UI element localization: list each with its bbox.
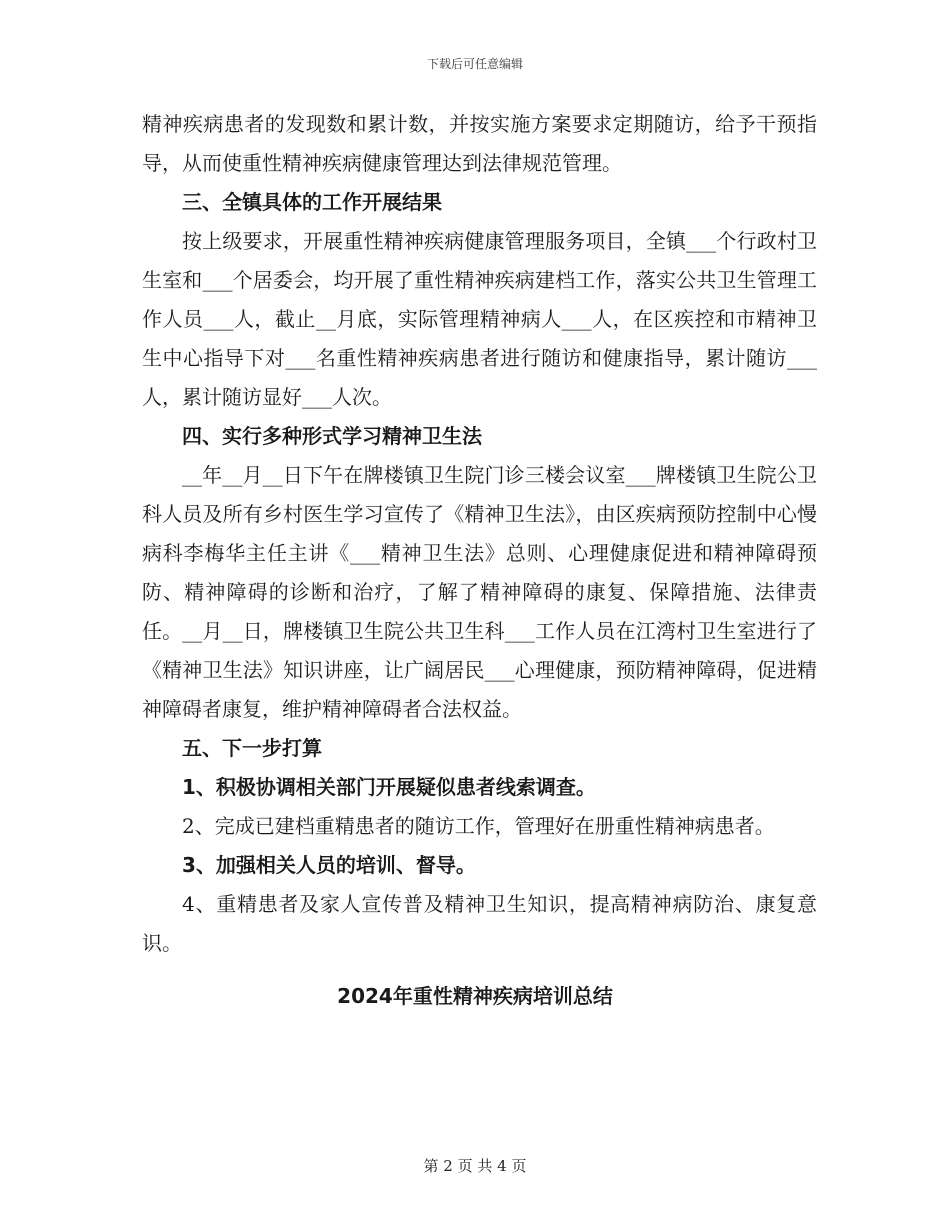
section-heading-3: 三、全镇具体的工作开展结果 [182, 190, 442, 214]
plan-item-4: 4、重精患者及家人宣传普及精神卫生知识，提高精神病防治、康复意识。 [142, 892, 817, 955]
plan-item-1: 1、积极协调相关部门开展疑似患者线索调查。 [182, 775, 596, 799]
plan-item-2: 2、完成已建档重精患者的随访工作，管理好在册重性精神病患者。 [182, 814, 775, 838]
document-title: 2024年重性精神疾病培训总结 [337, 984, 613, 1008]
section-heading-5: 五、下一步打算 [182, 736, 322, 760]
paragraph-work-results: 按上级要求，开展重性精神疾病健康管理服务项目，全镇___个行政村卫生室和___个居委会，均开展了重性精神疾病建档工作，落实公共卫生管理工作人员___人，截止__月底，实际管理精神病人___人，在区疾控和市精神卫生中心指导下对___名重性精神疾病患者进行随访和健康指导，累计随访___人，累计随访显好___人次。 [142, 229, 817, 409]
header-note: 下载后可任意编辑 [426, 57, 523, 71]
document-body [142, 105, 817, 963]
section-heading-4: 四、实行多种形式学习精神卫生法 [182, 424, 482, 448]
paragraph-study-law: __年__月__日下午在牌楼镇卫生院门诊三楼会议室___牌楼镇卫生院公卫科人员及所有乡村医生学习宣传了《精神卫生法》，由区疾病预防控制中心慢病科李梅华主任主讲《___精神卫生法》总则、心理健康促进和精神障碍预防、精神障碍的诊断和治疗，了解了精神障碍的康复、保障措施、法律责任。__月__日，牌楼镇卫生院公共卫生科___工作人员在江湾村卫生室进行了《精神卫生法》知识讲座，让广阔居民___心理健康，预防精神障碍，促进精神障碍者康复，维护精神障碍者合法权益。 [142, 463, 817, 721]
paragraph-continuation: 精神疾病患者的发现数和累计数，并按实施方案要求定期随访，给予干预指导，从而使重性精神疾病健康管理达到法律规范管理。 [142, 112, 817, 175]
plan-item-3: 3、加强相关人员的培训、督导。 [182, 853, 476, 877]
page-number: 第 2 页 共 4 页 [423, 1157, 527, 1175]
